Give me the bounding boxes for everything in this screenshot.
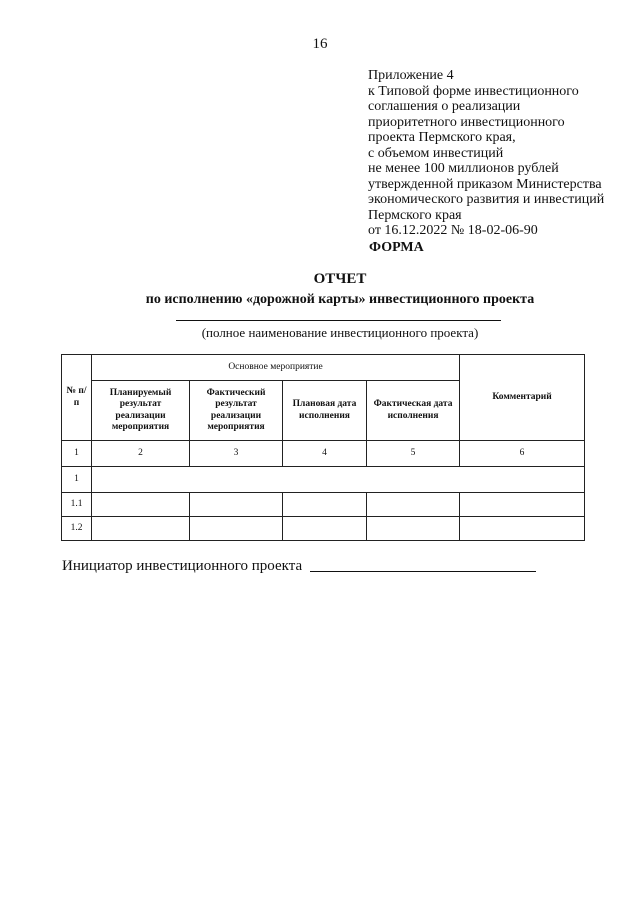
appendix-block <box>368 68 630 239</box>
numbering-cell: 1 <box>62 441 92 467</box>
appendix-line: проекта Пермского края, <box>368 130 516 145</box>
row-cell <box>92 517 190 541</box>
numbering-cell: 4 <box>283 441 367 467</box>
row-cell <box>92 493 190 517</box>
numbering-cell: 3 <box>190 441 283 467</box>
row-cell <box>367 517 460 541</box>
group-header: Основное мероприятие <box>92 355 460 381</box>
row-cell <box>190 493 283 517</box>
appendix-line: от 16.12.2022 № 18-02-06-90 <box>368 223 538 238</box>
numbering-cell: 6 <box>460 441 585 467</box>
project-name-line <box>176 320 501 321</box>
appendix-line: соглашения о реализации <box>368 99 521 114</box>
appendix-line: Пермского края <box>368 207 462 223</box>
row-cell <box>190 517 283 541</box>
col-planned-result-header: Планируемый результат реализации мероприятия <box>92 381 190 441</box>
col-planned-date-header: Плановая дата исполнения <box>283 381 367 441</box>
row-number: 1 <box>62 467 92 493</box>
page-number: 16 <box>312 36 328 52</box>
col-actual-date-header: Фактическая дата исполнения <box>367 381 460 441</box>
row-cell <box>283 493 367 517</box>
row-cell <box>460 517 585 541</box>
col-number-header: № п/п <box>62 355 92 441</box>
appendix-line: утвержденной приказом Министерства <box>368 176 602 192</box>
project-name-caption: (полное наименование инвестиционного проекта) <box>201 325 479 340</box>
row-cell-merged <box>92 467 585 493</box>
appendix-line: к Типовой форме инвестиционного <box>368 83 579 99</box>
report-subtitle: по исполнению «дорожной карты» инвестиционного проекта <box>145 292 535 307</box>
roadmap-table <box>61 354 585 541</box>
appendix-line: экономического развития и инвестиций <box>368 192 605 207</box>
row-number: 1.1 <box>62 493 92 517</box>
row-cell <box>283 517 367 541</box>
row-number: 1.2 <box>62 517 92 541</box>
appendix-line: с объемом инвестиций <box>368 145 504 161</box>
col-actual-result-header: Фактический результат реализации мероприятия <box>190 381 283 441</box>
numbering-cell: 5 <box>367 441 460 467</box>
initiator-signature-line <box>310 571 536 572</box>
row-cell <box>460 493 585 517</box>
initiator-label: Инициатор инвестиционного проекта <box>62 558 303 574</box>
appendix-line: приоритетного инвестиционного <box>368 114 565 130</box>
numbering-cell: 2 <box>92 441 190 467</box>
form-label: ФОРМА <box>369 240 424 255</box>
row-cell <box>367 493 460 517</box>
appendix-line: Приложение 4 <box>368 68 454 83</box>
appendix-line: не менее 100 миллионов рублей <box>368 161 559 176</box>
report-title: ОТЧЕТ <box>313 271 367 287</box>
col-comment-header: Комментарий <box>460 355 585 441</box>
